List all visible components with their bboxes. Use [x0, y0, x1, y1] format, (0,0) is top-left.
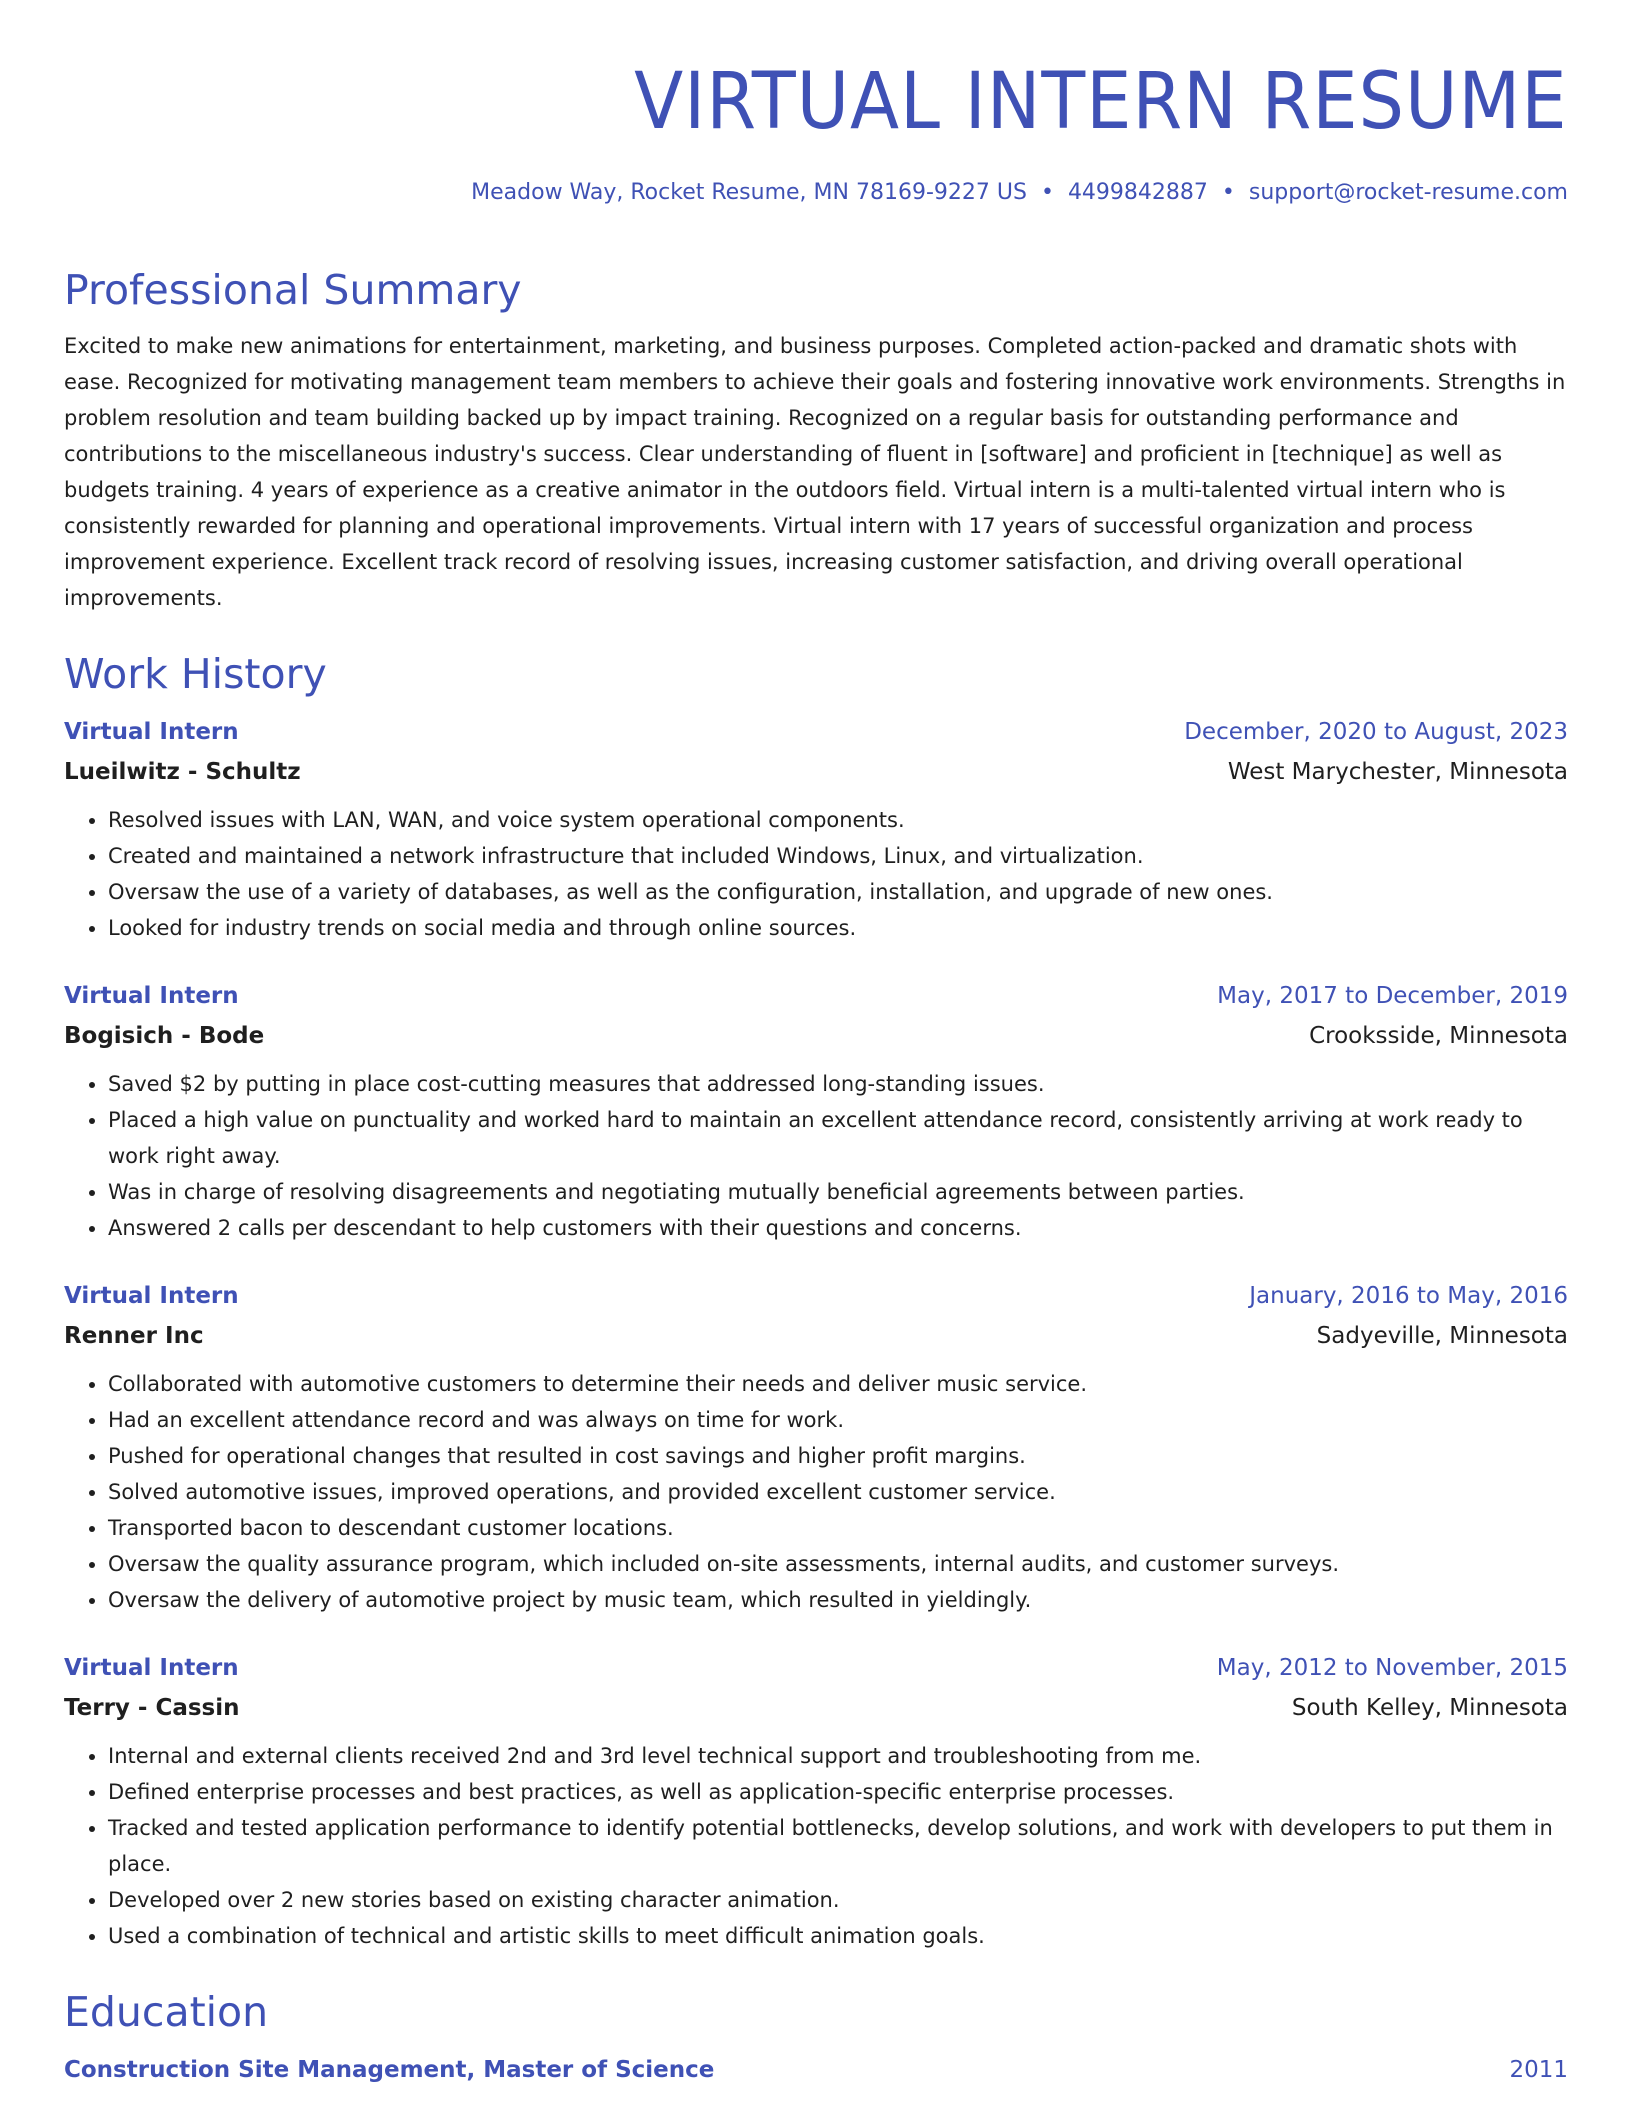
job-entry: [64, 976, 1568, 1246]
job-title: Virtual Intern: [64, 983, 239, 1009]
job-location: South Kelley, Minnesota: [1291, 1695, 1568, 1721]
job-bullet: • Looked for industry trends on social media and through online sources.: [108, 910, 1568, 946]
job-company-row: [64, 1688, 1568, 1728]
resume-title: VIRTUAL INTERN RESUME: [634, 57, 1568, 147]
job-dates: May, 2017 to December, 2019: [1217, 983, 1568, 1009]
education-entry: [64, 2050, 1568, 2090]
job-company-row: [64, 1316, 1568, 1356]
summary-text: Excited to make new animations for entertainment, marketing, and business purposes. Completed action-packed and dramatic shots with ease. Recognized for motivating management team members to achieve their goals and fostering innovative work environments. Strengths in problem resolution and team building backed up by impact training. Recognized on a regular basis for outstanding performance and contributions to the miscellaneous industry's success. Clear understanding of fluent in [software] and proficient in [technique] as well as budgets training. 4 years of experience as a creative animator in the outdoors field. Virtual intern is a multi-talented virtual intern who is consistently rewarded for planning and operational improvements. Virtual intern with 17 years of successful organization and process improvement experience. Excellent track record of resolving issues, increasing customer satisfaction, and driving overall operational improvements.: [64, 334, 1566, 610]
contact-email: support@rocket-resume.com: [1248, 180, 1568, 205]
job-bullet: • Used a combination of technical and artistic skills to meet difficult animation goals.: [108, 1918, 1568, 1954]
job-entry: [64, 1648, 1568, 1954]
job-title-row: [64, 1648, 1568, 1688]
job-bullet: • Tracked and tested application performance to identify potential bottlenecks, develop solutions, and work with developers to put them in place.: [108, 1810, 1568, 1882]
contact-line: [471, 180, 1568, 205]
job-bullet-list: [64, 1366, 1568, 1618]
job-dates: May, 2012 to November, 2015: [1216, 1655, 1568, 1681]
job-company-row: [64, 1016, 1568, 1056]
contact-phone: 4499842887: [1067, 180, 1208, 205]
contact-separator: •: [1040, 180, 1054, 205]
job-bullet: • Oversaw the use of a variety of databases, as well as the configuration, installation, and upgrade of new ones.: [108, 874, 1568, 910]
work-history-heading: Work History: [64, 650, 327, 698]
job-title-row: [64, 1276, 1568, 1316]
job-bullet: • Oversaw the delivery of automotive project by music team, which resulted in yieldingly.: [108, 1582, 1568, 1618]
job-bullet: • Defined enterprise processes and best practices, as well as application-specific enterprise processes.: [108, 1774, 1568, 1810]
summary-heading: Professional Summary: [64, 266, 522, 314]
job-company: Terry - Cassin: [64, 1695, 240, 1721]
job-location: Sadyeville, Minnesota: [1316, 1323, 1568, 1349]
job-title: Virtual Intern: [64, 719, 239, 745]
job-dates: January, 2016 to May, 2016: [1249, 1283, 1568, 1309]
job-bullet: • Had an excellent attendance record and was always on time for work.: [108, 1402, 1568, 1438]
job-bullet: • Oversaw the quality assurance program, which included on-site assessments, internal audits, and customer surveys.: [108, 1546, 1568, 1582]
job-bullet: • Internal and external clients received 2nd and 3rd level technical support and troubleshooting from me.: [108, 1738, 1568, 1774]
education-degree: Construction Site Management, Master of Science: [64, 2057, 715, 2083]
job-bullet: • Resolved issues with LAN, WAN, and voice system operational components.: [108, 802, 1568, 838]
job-entry: [64, 712, 1568, 946]
job-bullet: • Developed over 2 new stories based on existing character animation.: [108, 1882, 1568, 1918]
contact-separator: •: [1221, 180, 1235, 205]
job-bullet-list: [64, 1738, 1568, 1954]
job-title-row: [64, 976, 1568, 1016]
job-title: Virtual Intern: [64, 1283, 239, 1309]
job-company: Lueilwitz - Schultz: [64, 759, 301, 785]
job-bullet: • Collaborated with automotive customers to determine their needs and deliver music service.: [108, 1366, 1568, 1402]
job-location: West Marychester, Minnesota: [1227, 759, 1568, 785]
job-bullet: • Answered 2 calls per descendant to help customers with their questions and concerns.: [108, 1210, 1568, 1246]
job-location: Crooksside, Minnesota: [1309, 1023, 1568, 1049]
job-bullet: • Transported bacon to descendant customer locations.: [108, 1510, 1568, 1546]
job-bullet: • Solved automotive issues, improved operations, and provided excellent customer service.: [108, 1474, 1568, 1510]
job-bullet: • Created and maintained a network infrastructure that included Windows, Linux, and virtualization.: [108, 838, 1568, 874]
job-bullet: • Saved $2 by putting in place cost-cutting measures that addressed long-standing issues.: [108, 1066, 1568, 1102]
education-heading: Education: [64, 1988, 269, 2036]
resume-content: [64, 262, 1568, 2090]
job-title: Virtual Intern: [64, 1655, 239, 1681]
education-year: 2011: [1509, 2057, 1568, 2083]
job-bullet-list: [64, 802, 1568, 946]
job-company: Renner Inc: [64, 1323, 204, 1349]
job-bullet-list: [64, 1066, 1568, 1246]
contact-address: Meadow Way, Rocket Resume, MN 78169-9227 US: [471, 180, 1027, 205]
job-entry: [64, 1276, 1568, 1618]
job-bullet: • Pushed for operational changes that resulted in cost savings and higher profit margins.: [108, 1438, 1568, 1474]
job-dates: December, 2020 to August, 2023: [1184, 719, 1568, 745]
job-company: Bogisich - Bode: [64, 1023, 265, 1049]
work-history-list: [64, 712, 1568, 1954]
job-company-row: [64, 752, 1568, 792]
job-bullet: • Placed a high value on punctuality and worked hard to maintain an excellent attendance record, consistently arriving at work ready to work right away.: [108, 1102, 1568, 1174]
job-bullet: • Was in charge of resolving disagreements and negotiating mutually beneficial agreements between parties.: [108, 1174, 1568, 1210]
job-title-row: [64, 712, 1568, 752]
